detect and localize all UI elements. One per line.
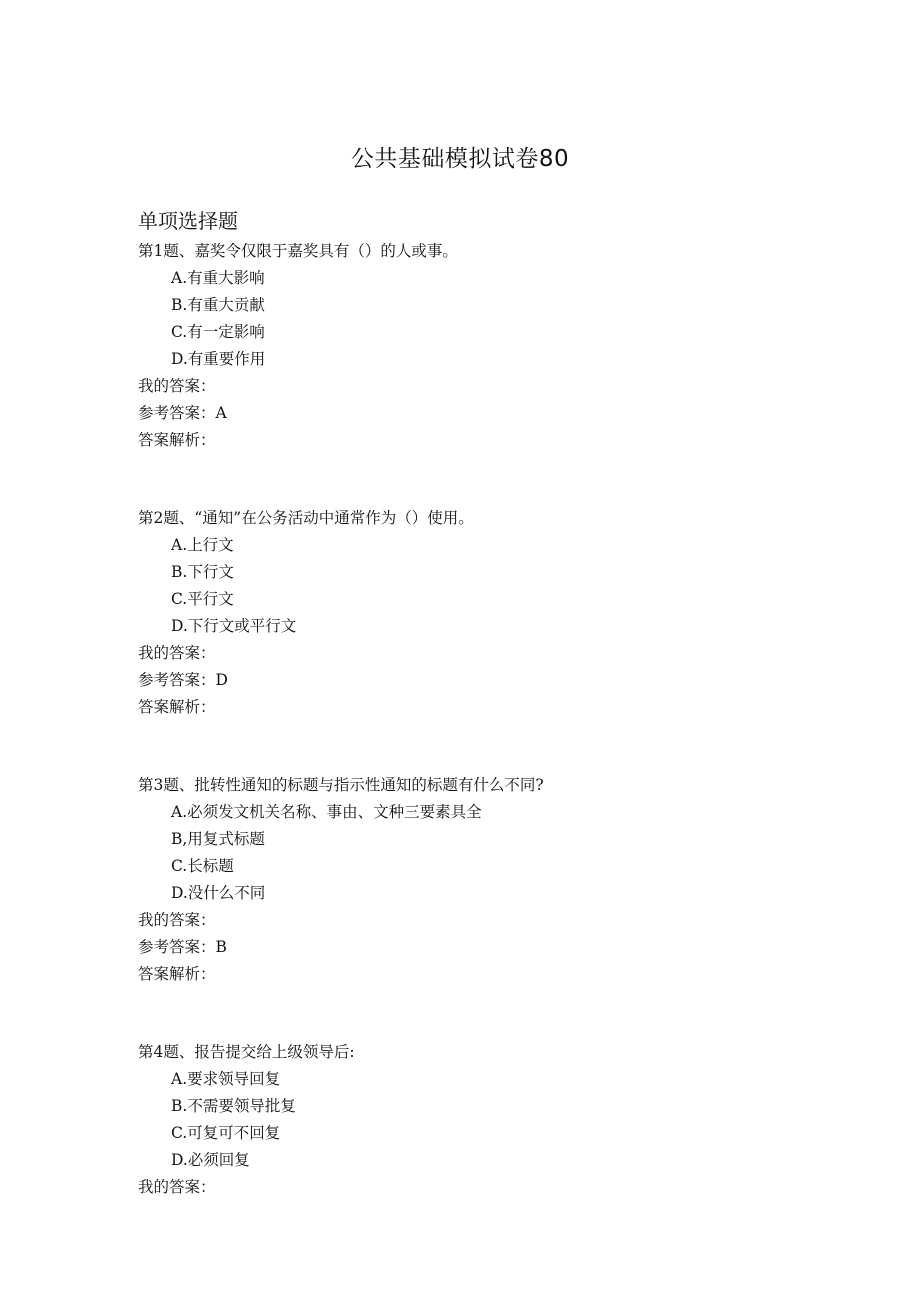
option-b: B.不需要领导批复 [171,1097,296,1115]
option-c: C.平行文 [171,590,234,608]
option-d: D.有重要作用 [171,350,266,368]
option-a: A.有重大影响 [171,269,265,287]
my-answer-label: 我的答案： [138,377,216,395]
option-a: A.上行文 [171,536,234,554]
option-d: D.没什么不同 [171,884,266,902]
reference-answer: 参考答案：D [138,671,228,689]
option-d: D.下行文或平行文 [171,617,297,635]
my-answer-label: 我的答案： [138,1178,216,1196]
reference-answer: 参考答案：B [138,938,227,956]
option-b: B,用复式标题 [171,830,265,848]
question-1 [138,238,838,454]
question-3 [138,772,838,988]
my-answer-label: 我的答案： [138,644,216,662]
option-d: D.必须回复 [171,1151,250,1169]
answer-explanation-label: 答案解析： [138,965,216,983]
answer-explanation-label: 答案解析： [138,431,216,449]
page-title: 公共基础模拟试卷80 [350,146,570,172]
reference-answer: 参考答案：A [138,404,227,422]
question-stem: 第2题、“通知”在公务活动中通常作为（）使用。 [138,509,474,527]
option-b: B.有重大贡献 [171,296,265,314]
option-b: B.下行文 [171,563,234,581]
answer-explanation-label: 答案解析： [138,698,216,716]
question-stem: 第4题、报告提交给上级领导后: [138,1043,355,1061]
question-4 [138,1039,838,1201]
option-a: A.要求领导回复 [171,1070,281,1088]
question-stem: 第1题、嘉奖令仅限于嘉奖具有（）的人或事。 [138,242,458,260]
question-list [138,238,838,1201]
question-2 [138,505,838,721]
section-heading: 单项选择题 [138,209,238,233]
my-answer-label: 我的答案： [138,911,216,929]
option-c: C.有一定影响 [171,323,265,341]
question-stem: 第3题、批转性通知的标题与指示性通知的标题有什么不同? [138,776,544,794]
option-c: C.可复可不回复 [171,1124,281,1142]
option-c: C.长标题 [171,857,234,875]
option-a: A.必须发文机关名称、事由、文种三要素具全 [171,803,482,821]
